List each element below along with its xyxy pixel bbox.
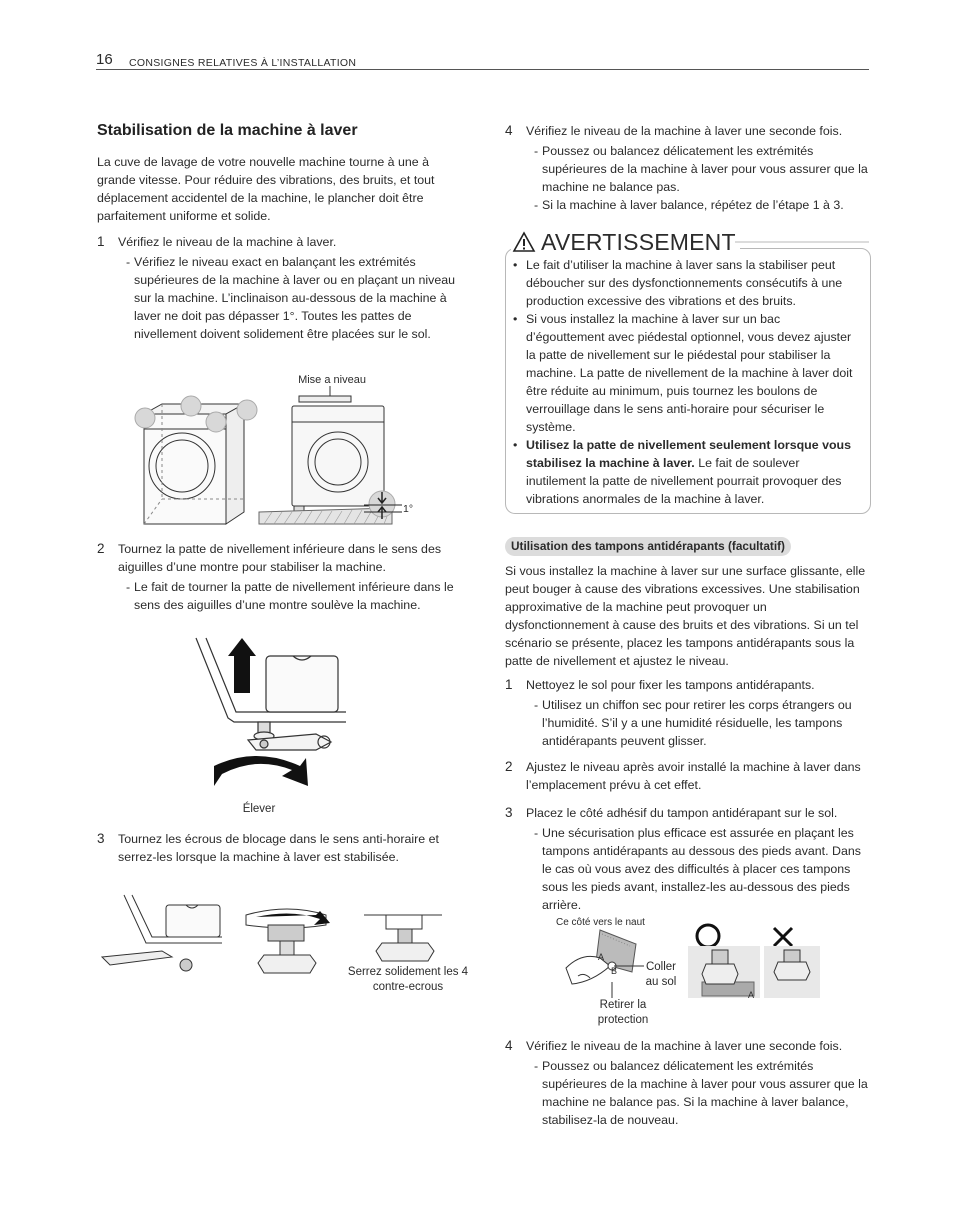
step-text: Placez le côté adhésif du tampon antidérapant sur le sol.	[526, 806, 838, 820]
step-1	[97, 233, 462, 343]
warning-item-bold: Utilisez la patte de nivellement seulement lorsque vous stabilisez la machine à laver.	[526, 438, 852, 470]
warning-item-text: Si vous installez la machine à laver sur un bac d’égouttement avec piédestal optionnel, vous devez ajuster la patte de nivellement sur le piédestal pour stabiliser la machine. La patte de nivellement de la machine à laver doit être réduite au minimum, puis tournez les boulons de verrouillage dans le sens anti-horaire pour sécuriser le système.	[526, 312, 853, 434]
header-rule	[96, 69, 869, 70]
raise-label: Élever	[242, 803, 276, 815]
step-number: 3	[97, 831, 105, 846]
step-number: 3	[505, 805, 513, 820]
level-label: Mise a niveau	[298, 374, 366, 386]
step-number: 4	[505, 1038, 513, 1053]
stick-label: Coller au sol	[645, 961, 677, 988]
left-column-bottom	[97, 830, 462, 866]
pad-label-a: A	[598, 952, 605, 962]
angle-label: 1°	[403, 503, 414, 515]
right-column-top	[505, 122, 871, 214]
step-2	[97, 540, 462, 614]
step-subitem: - Vérifiez le niveau exact en balançant les extrémités supérieures de la machine à laver ou en plaçant un niveau sur la machine. L’inclinaison au-dessous de la machine à laver ne doit pas dépasser 1°. Toutes les pattes de nivellement doivent solidement être placées sur le sol.	[126, 253, 462, 343]
remove-label: Retirer la protection	[597, 999, 649, 1026]
warning-item	[512, 256, 862, 310]
page-number: 16	[96, 51, 113, 68]
warning-title-text: AVERTISSEMENT	[541, 229, 736, 255]
pads-step-1	[505, 676, 871, 750]
step-number: 1	[97, 234, 105, 249]
step-subitem: - Une sécurisation plus efficace est assurée en plaçant les tampons antidérapants au dessous des pieds avant. Dans le cas où vous avez des difficultés à placer ces tampons sous les pieds avant, installez-les au-dessous des pieds arrière.	[534, 824, 871, 914]
section-header: CONSIGNES RELATIVES À L’INSTALLATION	[129, 57, 357, 69]
step-4-top	[505, 122, 871, 214]
pad-label-a-bottom: A	[748, 990, 755, 1000]
warning-triangle-icon	[513, 232, 535, 252]
pads-step-4	[505, 1037, 871, 1129]
pad-label-b: B	[611, 966, 618, 976]
step-subitem: - Poussez ou balancez délicatement les extrémités supérieures de la machine à laver pour vous assurer que la machine ne balance pas. Si la machine à laver balance, stabilisez-la de nouveau.	[534, 1057, 871, 1129]
step-3	[97, 830, 462, 866]
raise-leg-illustration	[196, 638, 366, 788]
left-column-mid	[97, 540, 462, 614]
step-number: 2	[505, 759, 513, 774]
side-up-label: Ce côté vers le naut	[556, 917, 645, 928]
pads-body	[505, 562, 871, 914]
warning-title	[511, 228, 740, 256]
step-text: Tournez la patte de nivellement inférieure dans le sens des aiguilles d’une montre pour stabiliser la machine.	[118, 542, 442, 574]
step-text: Ajustez le niveau après avoir installé la machine à laver dans l’emplacement prévu à cet effet.	[526, 760, 861, 792]
warning-item-text: Le fait d’utiliser la machine à laver sans la stabiliser peut déboucher sur des dysfonctionnements consécutifs à une production excessive des vibrations et des bruits.	[526, 258, 843, 308]
step-subitem: - Si la machine à laver balance, répétez de l’étape 1 à 3.	[534, 196, 871, 214]
step-subitem: - Poussez ou balancez délicatement les extrémités supérieures de la machine à laver pour vous assurer que la machine ne balance pas.	[534, 142, 871, 196]
step-number: 4	[505, 123, 513, 138]
pads-intro: Si vous installez la machine à laver sur une surface glissante, elle peut bouger à cause des vibrations excessives. Une stabilisation approximative de la machine peut provoquer un dysfonctionnement à cause des bruits et des vibrations. Si un tel scénario se présente, placez les tampons antidérapants sous la patte de nivellement et ajustez le niveau.	[505, 564, 866, 668]
warning-item-text: Le fait de soulever inutilement la patte de nivellement pourrait provoquer des vibrations anormales de la machine à laver.	[526, 456, 842, 506]
step-subitem: - Utilisez un chiffon sec pour retirer les corps étrangers ou l’humidité. S’il y a une humidité résiduelle, les tampons antidérapants peuvent glisser.	[534, 696, 871, 750]
warning-list	[512, 256, 862, 508]
warning-item	[512, 310, 862, 436]
locknut-label: Serrez solidement les 4 contre-ecrous	[347, 966, 469, 993]
step-text: Nettoyez le sol pour fixer les tampons antidérapants.	[526, 678, 815, 692]
step-text: Vérifiez le niveau de la machine à laver.	[118, 235, 337, 249]
section-title: Stabilisation de la machine à laver	[97, 122, 358, 139]
step-text: Vérifiez le niveau de la machine à laver une seconde fois.	[526, 124, 843, 138]
pads-step-3	[505, 804, 871, 914]
intro-paragraph: La cuve de lavage de votre nouvelle machine tourne à une à grande vitesse. Pour réduire des vibrations, des bruits, et tout déplacement accidentel de la machine, le plancher doit être parfaitement uniforme et solide.	[97, 155, 435, 223]
pads-heading: Utilisation des tampons antidérapants (facultatif)	[505, 537, 791, 556]
pad-application-illustration	[552, 922, 822, 1002]
warning-item	[512, 436, 862, 508]
step-subitem: - Le fait de tourner la patte de nivellement inférieure dans le sens des aiguilles d’une montre soulève la machine.	[126, 578, 462, 614]
warning-title-rule	[735, 241, 869, 243]
step-number: 2	[97, 541, 105, 556]
step-text: Tournez les écrous de blocage dans le sens anti-horaire et serrez-les lorsque la machine à laver est stabilisée.	[118, 832, 439, 864]
left-column-top	[97, 122, 462, 343]
step-number: 1	[505, 677, 513, 692]
leveling-illustration	[134, 384, 434, 534]
pads-step-2	[505, 758, 871, 794]
pads-step-4-wrap	[505, 1037, 871, 1129]
step-text: Vérifiez le niveau de la machine à laver une seconde fois.	[526, 1039, 843, 1053]
